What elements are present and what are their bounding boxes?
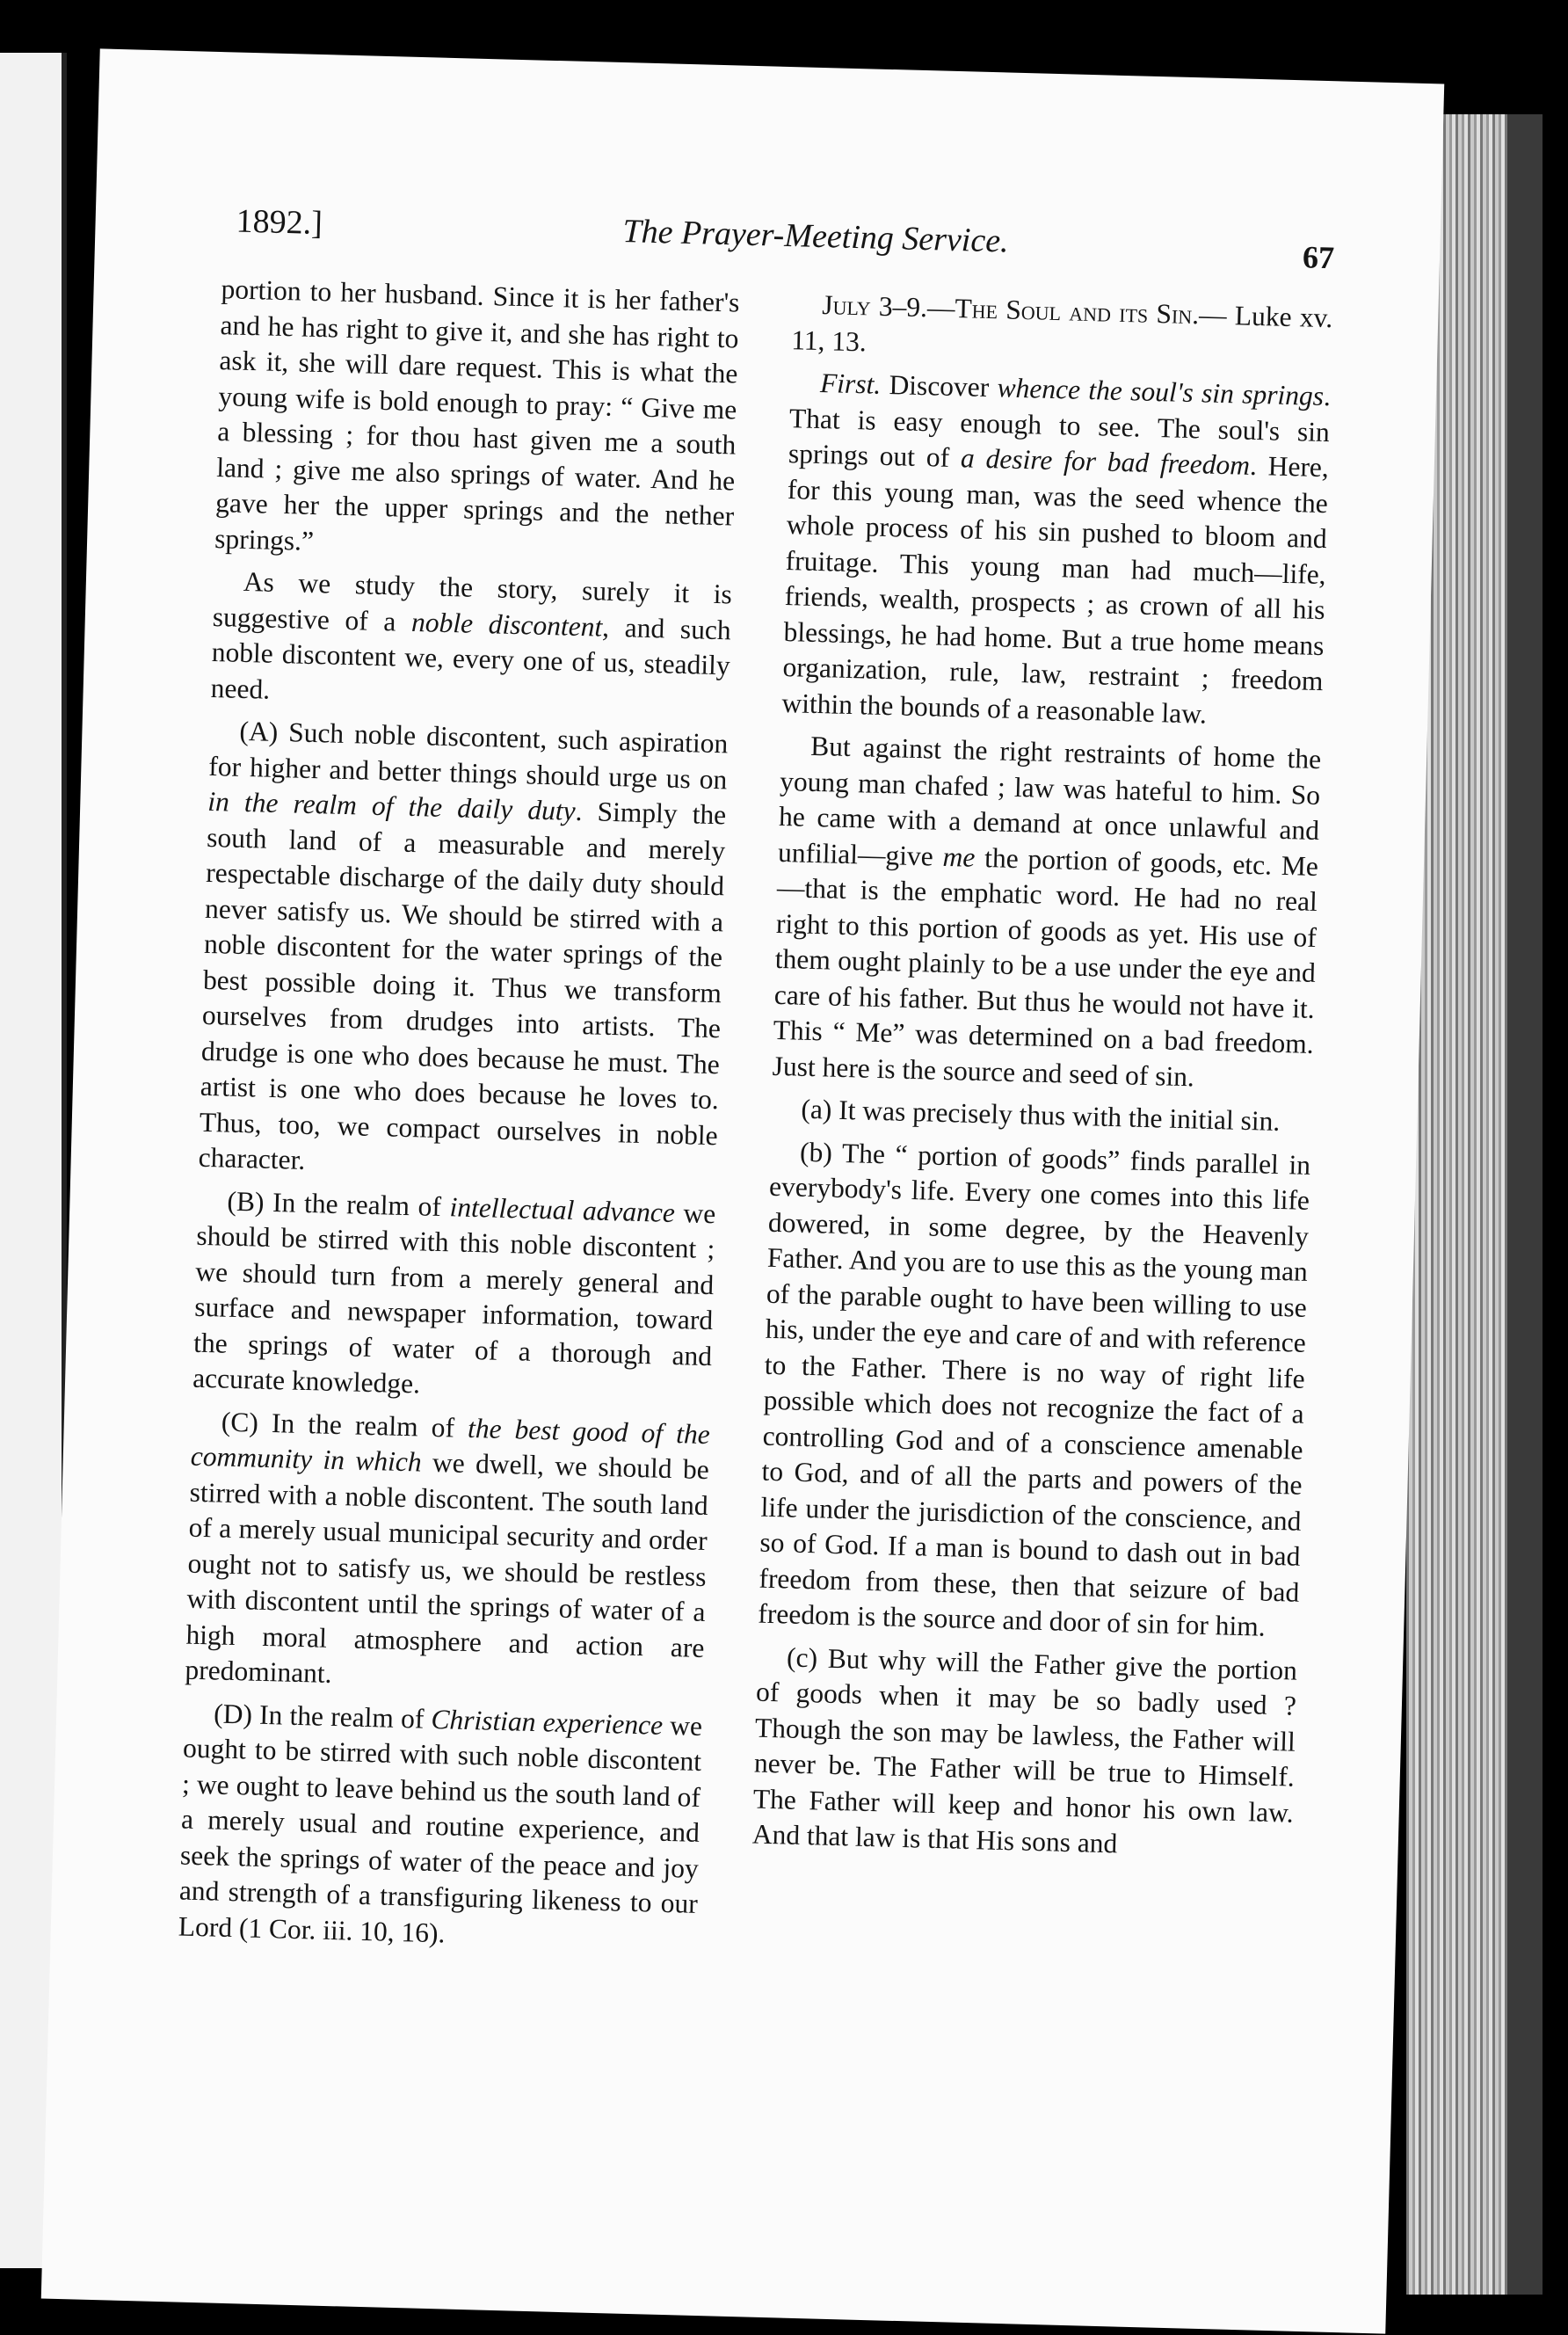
paragraph: (b) The “ portion of goods” finds parallel in everybody's life. Every one comes into this life dowered, in some degree, by the Heavenly Father. And you are to use this as the young man of the parable ought to have been willing to use his, under the eye and care of and with reference to the Father. There is no way of right life possible which does not recognize the fact of a controlling God and of a conscience amenable to God, and of all the parts and powers of the life under the jurisdiction of the conscience, and so of God. If a man is bound to dash out in bad freedom from these, then that seizure of bad freedom is the source and door of sin for him.: [757, 1136, 1311, 1642]
section-heading: July 3–9.—The Soul and its Sin.— Luke xv. 11, 13.: [790, 289, 1333, 357]
paragraph: (D) In the realm of Christian experience we ought to be stirred with such noble discontent ; we ought to leave behind us the south land of a merely usual and routine experience, and seek the springs of water of the peace and joy and strength of a transfiguring likeness to our Lord (1 Cor. iii. 10, 16).: [178, 1697, 703, 1948]
book-page: [41, 48, 1444, 2333]
paragraph: (c) But why will the Father give the portion of goods when it may be so badly used ? Though the son may be lawless, the Father will never be. The Father will be true to Himself. The Father will keep and honor his own law. And that law is that His sons and: [751, 1641, 1298, 1859]
paragraph: First. Discover whence the soul's sin springs. That is easy enough to see. The soul's sin springs out of a desire for bad freedom. Here, for this young man, was the seed whence the whole process of his sin pushed to bloom and fruitage. This young man had much—life, friends, wealth, prospects ; as crown of all his blessings, he had home. But a true home means organization, rule, law, restraint ; freedom within the bounds of a reasonable law.: [781, 367, 1332, 730]
page-number: 67: [1302, 239, 1335, 276]
paragraph: (A) Such noble discontent, such aspiration for higher and better things should urge us on in the realm of the daily duty. Simply the south land of a measurable and merely respectable discharge of the daily duty should never satisfy us. We should be stirred with a noble discontent for the water springs of the best possible doing it. Thus we transform ourselves from drudges into artists. The drudge is one who does because he must. The artist is one who does because he loves to. Thus, too, we compact ourselves in noble character.: [198, 715, 729, 1175]
paragraph: (a) It was precisely thus with the initial sin.: [801, 1093, 1281, 1137]
header-title: The Prayer-Meeting Service.: [621, 213, 1010, 260]
book-cover-edge: [1507, 114, 1543, 2295]
paragraph: As we study the story, surely it is suggestive of a noble discontent, and such noble discontent we, every one of us, steadily need.: [210, 565, 733, 705]
left-column: [178, 272, 740, 1965]
paragraph: But against the right restraints of home the young man chafed ; law was hateful to him. So he came with a demand at once unlawful and unfilial—give me the portion of goods, etc. Me—that is the emphatic word. He had no real right to this portion of goods as yet. His use of them ought plainly to be a use under the eye and care of his father. But thus he would not have it. This “ Me” was determined on a bad freedom. Just here is the source and seed of sin.: [772, 730, 1322, 1092]
paragraph: (C) In the realm of the best good of the community in which we dwell, we should be stirred with a noble discontent. The south land of a merely usual municipal security and order ought not to satisfy us, we should be restless with discontent until the springs of water of a high moral atmosphere and action are predominant.: [185, 1406, 711, 1689]
paragraph: portion to her husband. Since it is her father's and he has right to give it, and she has right to ask it, she will dare request. This is what the young wife is bold enough to pray: “ Give me a blessing ; for thou hast given me a south land ; give me also springs of water. And he gave her the upper springs and the nether springs.”: [214, 273, 740, 556]
right-column: [751, 287, 1333, 1873]
paragraph: (B) In the realm of intellectual advance we should be stirred with this noble discontent ; we should turn from a merely general and surface and newspaper information, toward the springs of water of a thorough and accurate knowledge.: [192, 1185, 716, 1400]
header-year: 1892.]: [236, 202, 323, 243]
